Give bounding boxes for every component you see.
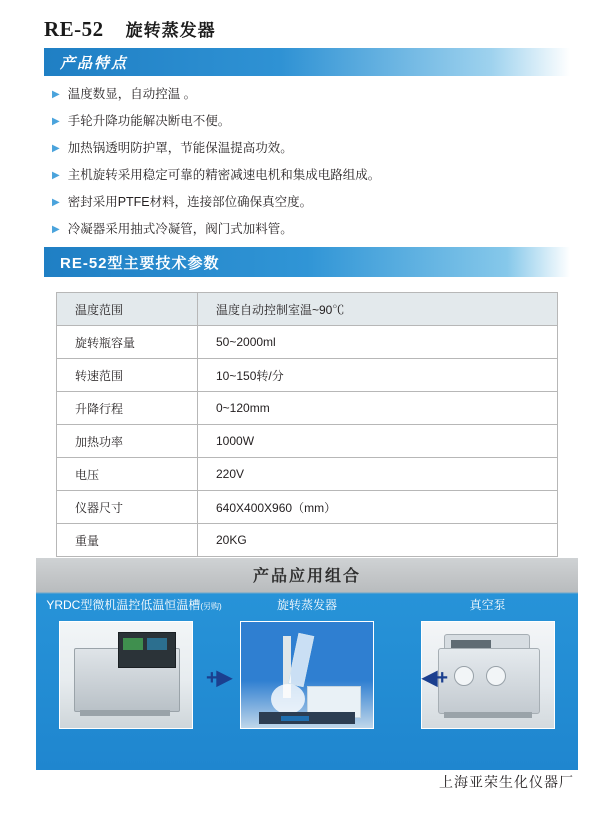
product-photo-low-temp-bath (59, 621, 193, 729)
triangle-bullet-icon: ▶ (52, 116, 60, 127)
spec-key: 重量 (57, 524, 198, 557)
spec-key: 电压 (57, 458, 198, 491)
product-photo-rotary-evaporator (240, 621, 374, 729)
application-header-label: 产品应用组合 (252, 568, 361, 585)
feature-text: 主机旋转采用稳定可靠的精密减速电机和集成电路组成。 (67, 168, 381, 182)
spec-value: 1000W (198, 425, 558, 458)
application-caption-text: 真空泵 (469, 598, 506, 612)
application-item-rotary (227, 596, 387, 729)
table-row (57, 326, 558, 359)
specs-section-header (44, 247, 570, 277)
spec-value: 640X400X960（mm） (198, 491, 558, 524)
list-item (52, 194, 572, 211)
application-caption-text: 旋转蒸发器 (276, 598, 337, 612)
table-row (57, 491, 558, 524)
spec-value: 温度自动控制室温~90℃ (198, 293, 558, 326)
feature-text: 密封采用PTFE材料，连接部位确保真空度。 (67, 195, 313, 209)
spec-value: 20KG (198, 524, 558, 557)
triangle-bullet-icon: ▶ (52, 170, 60, 181)
features-section-header (44, 48, 570, 76)
spec-value: 10~150转/分 (198, 359, 558, 392)
list-item (52, 221, 572, 238)
list-item (52, 140, 572, 157)
table-row (57, 524, 558, 557)
triangle-bullet-icon: ▶ (52, 224, 60, 235)
application-caption (46, 596, 222, 613)
application-item-pump (408, 596, 568, 729)
specs-header-label: RE-52型主要技术参数 (60, 254, 220, 272)
triangle-bullet-icon: ▶ (52, 197, 60, 208)
spec-key: 转速范围 (57, 359, 198, 392)
spec-key: 仪器尺寸 (57, 491, 198, 524)
feature-text: 加热锅透明防护罩，节能保温提高功效。 (67, 141, 293, 155)
table-row (57, 458, 558, 491)
spec-value: 50~2000ml (198, 326, 558, 359)
spec-key: 升降行程 (57, 392, 198, 425)
list-item (52, 113, 572, 130)
spec-key: 温度范围 (57, 293, 198, 326)
triangle-bullet-icon: ▶ (52, 143, 60, 154)
product-code: RE-52 (44, 17, 104, 41)
application-caption (408, 596, 568, 613)
page-title (44, 16, 216, 42)
application-caption-text: YRDC型微机温控低温恒温槽 (46, 598, 201, 612)
list-item (52, 86, 572, 103)
application-caption (227, 596, 387, 613)
connector-plus-arrow-left: +▶ (206, 667, 232, 689)
feature-text: 手轮升降功能解决断电不便。 (67, 114, 231, 128)
specifications-table (56, 292, 558, 557)
feature-text: 冷凝器采用抽式冷凝管，阀门式加料管。 (67, 222, 293, 236)
product-name: 旋转蒸发器 (125, 21, 216, 40)
spec-key: 加热功率 (57, 425, 198, 458)
connector-plus-arrow-right: ◀+ (422, 667, 448, 689)
table-row (57, 392, 558, 425)
features-header-label: 产品特点 (60, 54, 129, 72)
spec-key: 旋转瓶容量 (57, 326, 198, 359)
features-list (52, 86, 572, 248)
list-item (52, 167, 572, 184)
spec-value: 220V (198, 458, 558, 491)
feature-text: 温度数显，自动控温 。 (67, 87, 197, 101)
triangle-bullet-icon: ▶ (52, 89, 60, 100)
spec-value: 0~120mm (198, 392, 558, 425)
application-items (36, 596, 578, 766)
table-row (57, 425, 558, 458)
company-footer: 上海亚荣生化仪器厂 (439, 774, 574, 790)
table-row (57, 359, 558, 392)
application-caption-sub: (另购) (200, 602, 222, 611)
application-item-bath (46, 596, 222, 729)
table-row (57, 293, 558, 326)
